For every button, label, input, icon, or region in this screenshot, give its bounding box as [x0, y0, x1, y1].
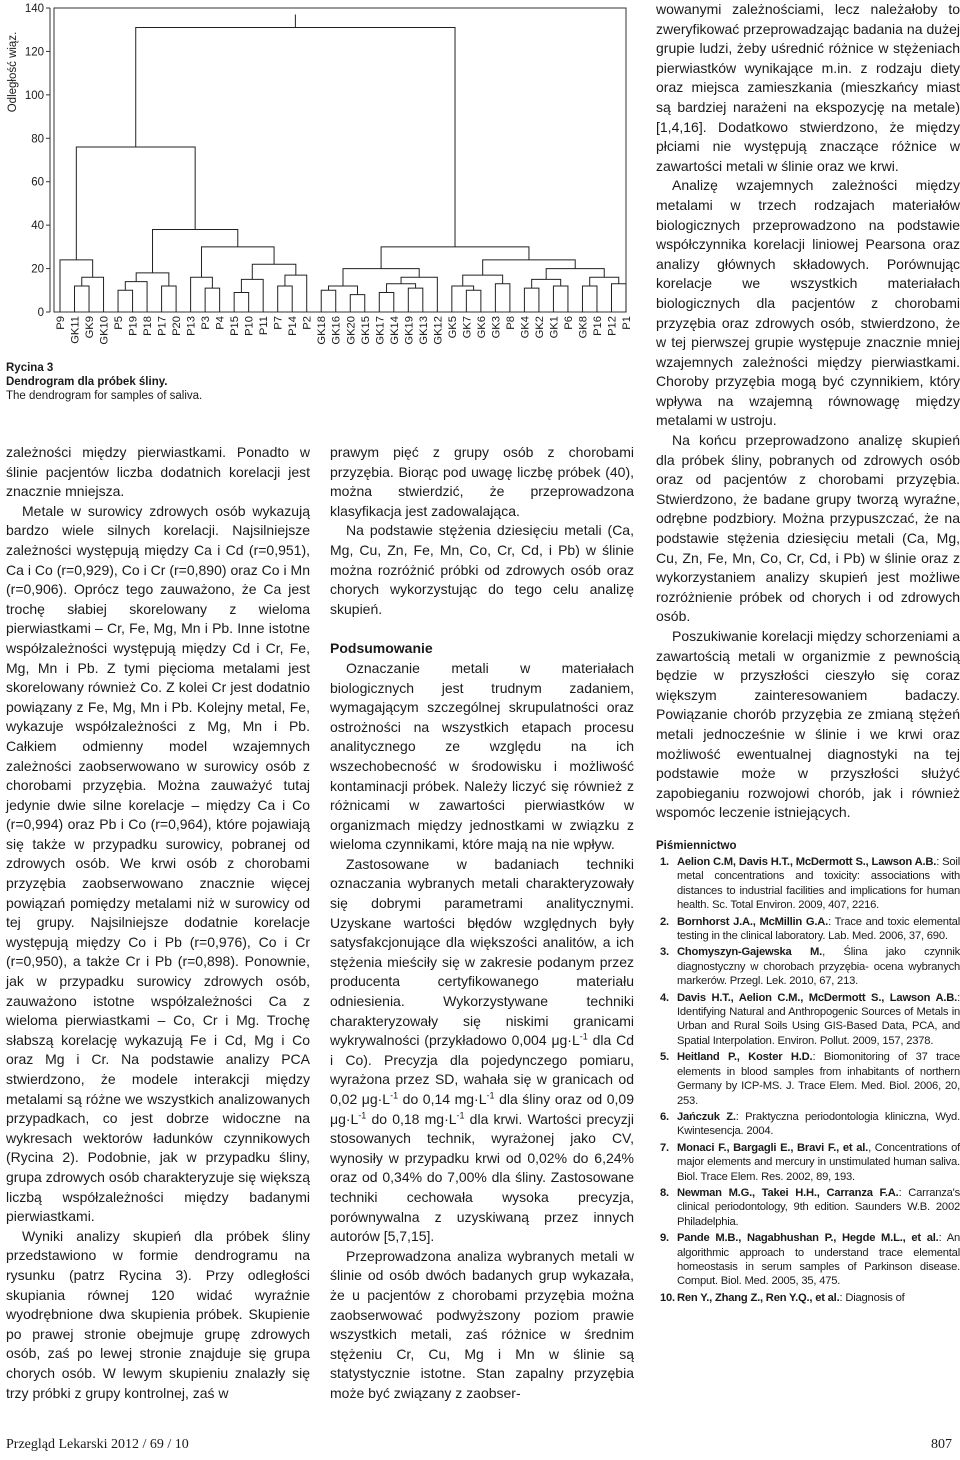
leaf-label: GK2	[533, 316, 546, 339]
dendrogram-link	[401, 277, 437, 312]
journal-footer: Przegląd Lekarski 2012 / 69 / 10	[6, 1437, 189, 1452]
leaf-label: GK13	[417, 316, 430, 345]
reference-details: : Trace and toxic elemental testing in the clinical laboratory. Lab. Med. 2006, 37, 690.	[677, 915, 960, 943]
leaf-label: P1	[621, 316, 633, 330]
dendrogram-link	[553, 286, 568, 312]
dendrogram-link	[483, 260, 576, 275]
dendrogram-chart	[0, 0, 640, 360]
leaf-label: GK11	[69, 316, 82, 344]
reference-number: 1.	[660, 856, 669, 868]
leaf-label: P3	[200, 316, 213, 330]
reference-authors: Monaci F., Bargagli E., Bravi F., et al.	[677, 1141, 869, 1154]
paragraph: zależności między pierwiastkami. Ponadto w ślinie pacjentów liczba dodatnich korelacji jest znacznie mniejsza.	[6, 444, 310, 500]
figure-title: Dendrogram dla próbek śliny.	[6, 376, 168, 388]
leaf-label: P10	[243, 316, 256, 336]
dendrogram-link	[118, 290, 133, 312]
dendrogram-link	[463, 275, 503, 286]
dendrogram-link	[153, 229, 238, 272]
reference-authors: Newman M.G., Takei H.H., Carranza F.A.	[677, 1186, 899, 1199]
reference-details: : An algorithmic approach to understand trace elemental homeostasis in serum samples of Parkinson disease. Comput. Biol. Med. 2005, 35, 475.	[677, 1232, 960, 1288]
reference-item	[656, 855, 960, 913]
reference-details: : Biomonitoring of 37 trace elements in blood samples from inhabitants of northern Germany by ICP-MS. J. Trace Elem. Med. Biol. 2006, 20, 253.	[677, 1051, 960, 1107]
leaf-label: P8	[504, 316, 517, 330]
reference-details: , Ślina jako czynnik diagnostyczny w chorobach przyzębia- ocena wybranych markerów. Przegl. Lek. 2010, 67, 213.	[677, 946, 960, 988]
dendrogram-link	[611, 284, 626, 312]
references	[656, 840, 960, 1307]
dendrogram-link	[285, 275, 307, 312]
paragraph: Analizę wzajemnych zależności między metalami w trzech rodzajach materiałów biologicznych przeprowadzono na podstawie współczynnika korelacji liniowej Pearsona oraz analizy głównych składowych. Porównując korelacje we wszystkich materiałach biologicznych dla pacjentów z chorobami przyzębia oraz zdrowych osób, stwierdzono, że w tej pierwszej grupie występuje znacznie mniej wzajemnych zależności między pierwiastkami. Choroby przyzębia mogą być czynnikiem, który wpływa na wzajemną równowagę między metalami w ustroju.	[656, 177, 960, 429]
reference-details: , Concentrations of major elements and mercury in unstimulated human saliva. Biol. Trace Elem. Res. 2002, 89, 193.	[677, 1141, 960, 1183]
reference-details: : Praktyczna periodontologia kliniczna, Wyd. Kwintesencja. 2004.	[677, 1110, 960, 1138]
dendrogram-link	[136, 28, 455, 247]
reference-authors: Davis H.T., Aelion C.M., McDermott S., Lawson A.B.	[677, 991, 958, 1004]
leaf-label: GK1	[548, 316, 561, 339]
leaf-label: GK5	[446, 316, 459, 339]
dendrogram-link	[205, 288, 220, 312]
leaf-label: P6	[562, 316, 575, 330]
reference-authors: Ren Y., Zhang Z., Ren Y.Q., et al.	[677, 1291, 840, 1304]
dendrogram-link	[234, 292, 249, 312]
leaf-label: P19	[127, 316, 140, 336]
reference-item	[656, 1186, 960, 1229]
dendrogram-link	[381, 247, 529, 269]
leaf-label: GK18	[316, 316, 329, 345]
dendrogram-link	[350, 295, 365, 312]
reference-item	[656, 991, 960, 1049]
dendrogram-link	[76, 147, 195, 260]
reference-item	[656, 1291, 960, 1305]
leaf-label: GK12	[432, 316, 445, 345]
reference-number: 7.	[660, 1141, 669, 1154]
dendrogram-link	[321, 290, 336, 312]
reference-details: : Carranza's clinical periodontology, 9th edition. Saunders W.B. 2002 Philadelphia.	[677, 1186, 960, 1228]
leaf-label: GK10	[98, 316, 111, 345]
leaf-label: P4	[214, 316, 227, 330]
text-column-1	[6, 443, 310, 1403]
paragraph: Poszukiwanie korelacji między schorzeniami a zawartością metali w organizmie z pewnością będzie w przyszłości cieszyło się coraz większym zainteresowaniem badaczy. Powiązanie chorób przyzębia ze zmianą stężeń metali jednocześnie w ślinie i we krwi oraz możliwość ewentualnej diagnostyki na tej podstawie może w przyszłości służyć zapobieganiu rozwojowi chorób, jak i również wspomóc leczenie istniejących.	[656, 628, 960, 821]
y-axis-label: Odległość wiąz.	[7, 31, 19, 113]
leaf-label: P7	[272, 316, 285, 330]
dendrogram-link	[379, 292, 394, 312]
reference-details: : Identifying Natural and Anthropogenic Sources of Metals in Urban and Rural Soils Using GIS-Based Data, PCA, and Spatial Interpolation. Environ. Pollut. 2009, 157, 2378.	[677, 991, 960, 1047]
reference-details: : Diagnosis of	[839, 1291, 905, 1304]
leaf-label: GK7	[461, 316, 474, 339]
reference-item	[656, 1231, 960, 1289]
leaf-label: GK9	[84, 316, 97, 339]
text-column-3	[656, 0, 960, 823]
reference-authors: Chomyszyn-Gajewska M.	[677, 946, 823, 959]
page-number: 807	[931, 1437, 952, 1452]
reference-item	[656, 945, 960, 988]
dendrogram-link	[125, 282, 147, 312]
reference-number: 3.	[660, 946, 669, 959]
dendrogram-link	[532, 279, 561, 288]
paragraph: wowanymi zależnościami, lecz należałoby to zweryfikować przeprowadzając badania na dużej grupie ludzi, żeby uśrednić różnice w stężeniach pierwiastków wynikające m.in. z rodzaju diety oraz miejsca zamieszkania (mieszkańcy miast są bardziej narażeni na ekspozycję na metale) [1,4,16]. Dodatkowo stwierdzono, że między płciami nie występują znaczące różnice w zawartości metali w ślinie oraz we krwi.	[656, 1, 960, 174]
leaf-label: GK6	[475, 316, 488, 339]
dendrogram-link	[136, 273, 169, 286]
dendrogram-link	[590, 277, 619, 286]
leaf-label: P13	[185, 316, 198, 336]
leaf-label: GK8	[577, 316, 590, 339]
dendrogram-link	[241, 279, 263, 312]
plot-frame	[54, 8, 626, 312]
y-tick-label: 60	[31, 176, 44, 189]
reference-item	[656, 1050, 960, 1108]
leaf-label: GK4	[519, 316, 532, 339]
leaf-label: P5	[113, 316, 126, 330]
dendrogram-link	[278, 286, 293, 312]
reference-number: 10.	[660, 1291, 675, 1304]
dendrogram-link	[162, 286, 177, 312]
paragraph: Na końcu przeprowadzono analizę skupień dla próbek śliny, pobranych od zdrowych osób oraz od pacjentów z chorobami przyzębia. Stwierdzono, że badane grupy tworzą wyraźne, odrębne podzbiory. Można przypuszczać, że na podstawie stężenia dziesięciu metali (Ca, Mg, Cu, Zn, Fe, Mn, Co, Cr, Cd, i Pb) w ślinie oraz z wykorzystaniem analizy skupień jest możliwe rozróżnienie próbek od chorych i od zdrowych osób.	[656, 432, 960, 625]
paragraph: Oznaczanie metali w materiałach biologicznych jest trudnym zadaniem, wymagającym szczególnej skrupulatności oraz ostrożności na wszystkich etapach procesu analitycznego ze względu na ich wszechobecność w środowisku i możliwość kontaminacji próbek. Należy liczyć się również z różnicami w zawartości pierwiastków w organizmach między jednostkami w związku z wieloma czynnikami, które mają na nie wpływ.	[330, 659, 634, 853]
figure-title-en: The dendrogram for samples of saliva.	[6, 390, 203, 402]
dendrogram-link	[524, 288, 539, 312]
leaf-label: P9	[55, 316, 67, 330]
reference-number: 2.	[660, 915, 669, 928]
reference-item	[656, 1141, 960, 1184]
reference-list	[656, 855, 960, 1305]
dendrogram-figure	[0, 0, 640, 412]
paragraph: Metale w surowicy zdrowych osób wykazują bardzo wiele silnych korelacji. Najsilniejsze zależności występują między Ca i Cd (r=0,951), Ca i Co (r=0,929), Co i Cr (r=0,890) oraz Co i Mn (r=0,906). Oprócz tego zauważono, że Ca jest trochę słabiej skorelowany z wieloma pierwiastkami – Cr, Fe, Mg, Mn i Pb. Inne istotne współzależności występują między Cd i Cr, Fe, Mg, Mn i Pb. Z tymi pięcioma metalami jest skorelowany również Co. Z kolei Cr jest dodatnio powiązany z Fe, Mg, Mn i Pb. Kolejny metal, Fe, wykazuje współzależności z Mg, Mn i Pb. Całkiem odmienny model wzajemnych zależności zaobserwowano w surowicy osób z chorobami przyzębia. Można zauważyć tutaj jedynie dwie silne korelacje – między Ca i Co (r=0,994) oraz Pb i Co (r=0,964), które pojawiają się także w przypadku surowicy, pobranej od zdrowych osób. We krwi osób z chorobami przyzębia zaobserwowano znacznie więcej powiązań pomiędzy metalami niż w surowicy od tej grupy. Najsilniejsze dodatnie korelacje występują między Co i Pb (r=0,976), Co i Cr (r=0,950), a także Cr i Pb (r=0,898). Ponownie, jak w przypadku surowicy zdrowych osób, zauważono istotne współzależności Ca z wieloma pierwiastkami – Co, Cr i Mg. Trochę słabszą korelację wykazują Fe i Cd, Mg i Co oraz Mg i Cr. Na podstawie analizy PCA stwierdzono, że modele interakcji między metalami są różne we wszystkich analizowanych przypadkach, co jest dobrze widoczne na wykresach wektorów ładunków czynnikowych (Rycina 2). Podobnie, jak w przypadku śliny, grupa zdrowych osób charakteryzuje się większą liczbą współzależności między badanymi pierwiastkami.	[6, 502, 310, 1225]
dendrogram-link	[191, 277, 213, 312]
y-tick-label: 100	[24, 89, 44, 102]
dendrogram-link	[495, 284, 510, 312]
y-tick-label: 0	[37, 307, 44, 319]
reference-details: : Soil metal concentrations and toxicity: associations with distances to industrial facilities and implications for human health. Sc. Total Environ. 2009, 407, 2216.	[677, 856, 960, 912]
leaf-label: P16	[591, 316, 604, 336]
leaf-label: P2	[301, 316, 314, 330]
paragraph: Wyniki analizy skupień dla próbek śliny przedstawiono w formie dendrogramu na rysunku (patrz Rycina 3). Przy odległości skupiania równej 120 widać wyraźnie wyodrębnione dwa skupienia próbek. Skupienie po prawej stronie obejmuje grupę zdrowych osób, zaś po lewej stronie znajduje się grupa chorych osób. W lewym skupieniu znalazły się trzy próbki z grupy kontrolnej, zaś w	[6, 1227, 310, 1401]
leaf-label: P20	[171, 316, 184, 336]
dendrogram-link	[252, 264, 296, 279]
leaf-label: GK19	[403, 316, 416, 345]
leaf-label: GK15	[359, 316, 372, 345]
text-column-2	[330, 443, 634, 1404]
reference-authors: Pande M.B., Nagabhushan P., Hegde M.L., et al.	[677, 1232, 939, 1245]
figure-label: Rycina 3	[6, 362, 54, 374]
leaf-label: P11	[258, 316, 271, 336]
leaf-label: GK17	[374, 316, 387, 345]
paragraph-precision: Zastosowane w badaniach techniki oznaczania wybranych metali charakteryzowały się dobrymi parametrami analitycznymi. Uzyskane wartości błędów względnych były satysfakcjonujące dla większości analitów, a ich stężenia mieściły się w zakresie podanym przez producenta certyfikowanego materiału odniesienia. Wykorzystywane techniki charakteryzowały się niskimi granicami wykrywalności (przykładowo 0,004 $\mu g\cdot L^{-1}$ dla Cd i Co). Precyzja dla pojedynczego pomiaru, wyrażona przez SD, wahała się w granicach od 0,02 $\mu g\cdot L^{-1}$ do 0,14 $mg\cdot L^{-1}$ dla śliny oraz od 0,09 $\mu g\cdot L^{-1}$ do 0,18 $mg\cdot L^{-1}$ dla krwi. Wartości precyzji stosowanych technik, wyrażonej jako CV, wynosiły w przypadku krwi od 0,02% do 6,24% oraz od 0,34% do 7,00% dla śliny. Zastosowane techniki cechowała wysoka precyzja, porównywalna z uzyskiwaną przez innych autorów [5,7,15].	[330, 855, 634, 1245]
leaf-label: GK3	[490, 316, 503, 339]
leaf-label: P18	[142, 316, 155, 336]
leaf-label: GK16	[330, 316, 343, 345]
y-tick-label: 80	[31, 133, 44, 146]
reference-authors: Bornhorst J.A., McMillin G.A.	[677, 915, 829, 928]
leaf-label: P17	[156, 316, 169, 336]
dendrogram-link	[202, 247, 275, 277]
paragraph: Przeprowadzona analiza wybranych metali w ślinie od osób dwóch badanych grup wykazała, że u pacjentów z chorobami przyzębia można zaobserwować podwyższony poziom prawie wszystkich metali, zaś różnice w średnim stężeniu Cr, Cu, Mg i Mn w ślinie są statystycznie istotne. Stan zapalny przyzębia może być związany z zaobser-	[330, 1247, 634, 1401]
y-tick-label: 120	[24, 46, 44, 59]
reference-item	[656, 1110, 960, 1139]
dendrogram-link	[408, 288, 423, 312]
leaf-label: P15	[229, 316, 242, 336]
section-heading-summary: Podsumowanie	[330, 640, 433, 657]
dendrogram-link	[82, 277, 104, 312]
references-heading: Piśmiennictwo	[656, 840, 737, 852]
leaf-label: P12	[606, 316, 619, 336]
leaf-label: GK14	[388, 316, 401, 345]
reference-authors: Heitland P., Koster H.D.	[677, 1051, 813, 1064]
reference-number: 4.	[660, 991, 669, 1004]
dendrogram-link	[546, 269, 604, 280]
dendrogram-link	[582, 286, 597, 312]
paragraph: Na podstawie stężenia dziesięciu metali (Ca, Mg, Cu, Zn, Fe, Mn, Co, Cr, Cd, i Pb) w ślinie można rozróżnić próbki od zdrowych osób oraz chorych wykorzystując do tego celu analizę skupień.	[330, 522, 634, 617]
reference-number: 6.	[660, 1110, 669, 1123]
dendrogram-link	[466, 290, 481, 312]
dendrogram-link	[75, 286, 90, 312]
reference-item	[656, 915, 960, 944]
leaf-label: P14	[287, 316, 300, 336]
reference-authors: Jańczuk Z.	[677, 1110, 736, 1123]
reference-authors: Aelion C.M, Davis H.T., McDermott S., Lawson A.B.	[677, 856, 937, 868]
y-tick-label: 20	[31, 263, 44, 276]
reference-number: 8.	[660, 1186, 669, 1199]
leaf-label: GK20	[345, 316, 358, 345]
y-tick-label: 40	[31, 220, 44, 233]
y-tick-label: 140	[24, 3, 44, 15]
paragraph: prawym pięć z grupy osób z chorobami przyzębia. Biorąc pod uwagę liczbę próbek (40), można stwierdzić, że przeprowadzona klasyfikacja jest zadowalająca.	[330, 444, 634, 519]
reference-number: 9.	[660, 1232, 669, 1245]
reference-number: 5.	[660, 1051, 669, 1064]
